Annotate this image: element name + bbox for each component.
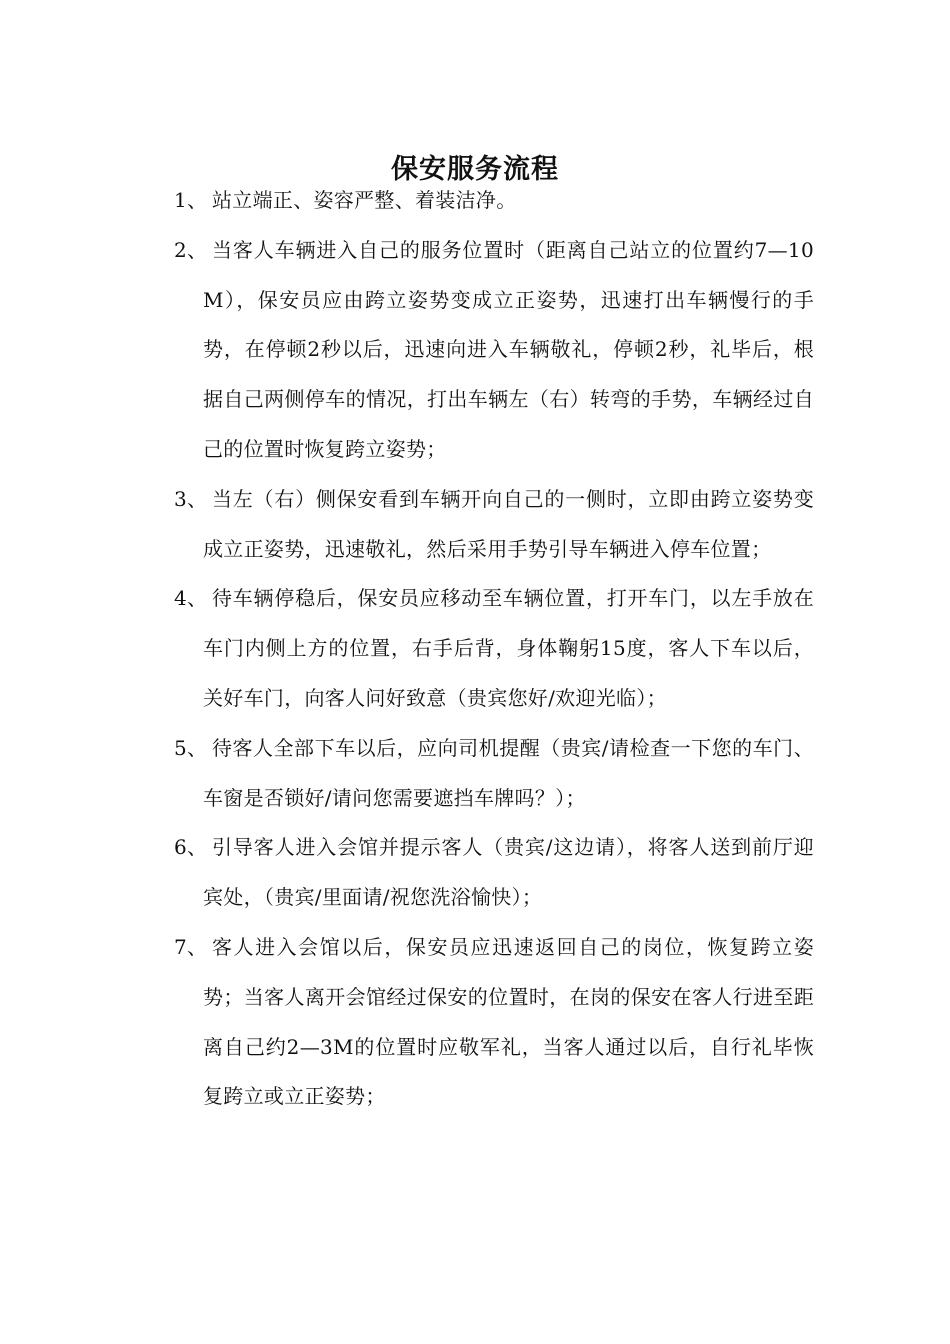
item-number: 1、 (174, 188, 208, 212)
item-text: 待车辆停稳后，保安员应移动至车辆位置，打开车门，以左手放在车门内侧上方的位置，右手后背，身体鞠躬15度，客人下车以后，关好车门，向客人问好致意（贵宾您好/欢迎光临）； (203, 586, 814, 710)
list-item (174, 724, 814, 824)
item-number: 3、 (174, 486, 208, 511)
list-item (174, 923, 814, 1122)
item-text: 客人进入会馆以后，保安员应迅速返回自己的岗位，恢复跨立姿势；当客人离开会馆经过保安的位置时，在岗的保安在客人行进至距离自己约2—3M的位置时应敬军礼，当客人通过以后，自行礼毕恢复跨立或立正姿势； (203, 934, 814, 1109)
item-number: 7、 (174, 934, 208, 959)
list-item (174, 475, 814, 575)
item-number: 6、 (174, 835, 208, 860)
item-number: 2、 (174, 237, 208, 262)
list-item (174, 176, 814, 226)
item-text: 待客人全部下车以后，应向司机提醒（贵宾/请检查一下您的车门、车窗是否锁好/请问您需要遮挡车牌吗？）； (203, 735, 814, 810)
item-text: 当客人车辆进入自己的服务位置时（距离自己站立的位置约7—10M），保安员应由跨立姿势变成立正姿势，迅速打出车辆慢行的手势，在停顿2秒以后，迅速向进入车辆敬礼，停顿2秒，礼毕后，根据自己两侧停车的情况，打出车辆左（右）转弯的手势，车辆经过自己的位置时恢复跨立姿势； (203, 237, 814, 461)
procedure-list (174, 176, 814, 1122)
item-number: 4、 (174, 586, 208, 611)
document-title: 保安服务流程 (391, 154, 559, 186)
list-item (174, 226, 814, 475)
list-item (174, 574, 814, 723)
item-text: 当左（右）侧保安看到车辆开向自己的一侧时，立即由跨立姿势变成立正姿势，迅速敬礼，然后采用手势引导车辆进入停车位置； (203, 486, 814, 561)
item-text: 站立端正、姿容严整、着装洁净。 (212, 188, 517, 212)
list-item (174, 823, 814, 923)
item-text: 引导客人进入会馆并提示客人（贵宾/这边请），将客人送到前厅迎宾处，（贵宾/里面请/祝您洗浴愉快）； (203, 835, 814, 910)
item-number: 5、 (174, 735, 208, 760)
